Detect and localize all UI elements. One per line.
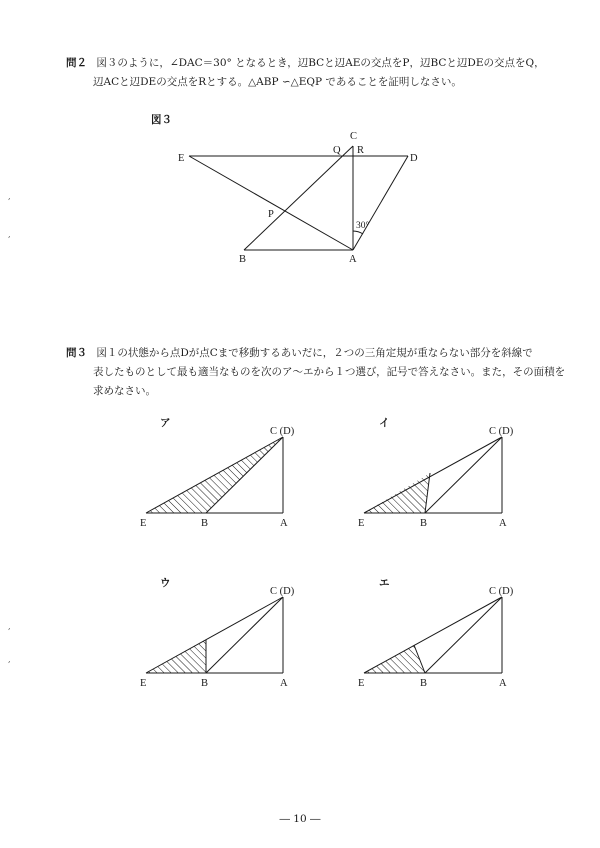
question-3-text-line1: 図１の状態から点Dが点Cまで移動するあいだに，２つの三角定規が重ならない部分を斜線で — [96, 347, 533, 359]
option-label: ア — [160, 417, 171, 429]
point-label-B: B — [201, 678, 209, 689]
point-label-C: C — [350, 131, 358, 142]
point-label-A: A — [280, 678, 288, 689]
option-i — [358, 417, 514, 529]
point-label-B: B — [239, 254, 247, 265]
question-3-text-line3: 求めなさい。 — [93, 385, 156, 397]
point-label-E: E — [178, 153, 185, 164]
point-label-B: B — [201, 518, 209, 529]
angle-label: 30° — [356, 221, 370, 231]
page-number: ― 10 ― — [279, 813, 321, 825]
point-label-A: A — [349, 254, 357, 265]
point-label-A: A — [499, 518, 507, 529]
option-label: ウ — [160, 577, 171, 589]
point-label-E: E — [358, 678, 365, 689]
option-a — [140, 417, 295, 529]
option-label: エ — [379, 577, 390, 589]
option-label: イ — [379, 417, 390, 429]
point-label-E: E — [358, 518, 365, 529]
point-label-E: E — [140, 678, 147, 689]
point-label-B: B — [420, 678, 428, 689]
question-3-label: 問３ — [66, 347, 87, 359]
margin-mark: , — [8, 622, 11, 631]
question-2-text-line1: 図３のように，∠DAC＝30° となるとき，辺BCと辺AEの交点をP，辺BCと辺DEの交点をQ， — [96, 57, 545, 69]
point-label-CD: C (D) — [489, 586, 514, 597]
point-label-B: B — [420, 518, 428, 529]
point-label-R: R — [357, 145, 365, 156]
point-label-D: D — [410, 153, 418, 164]
margin-mark: , — [8, 230, 11, 239]
question-2-text-line2: 辺ACと辺DEの交点をRとする。△ABP ∽△EQP であることを証明しなさい。 — [93, 76, 462, 88]
option-e — [358, 577, 514, 689]
margin-mark: , — [8, 655, 11, 664]
point-label-P: P — [268, 209, 274, 220]
figure-3-label: 図３ — [151, 114, 172, 126]
margin-mark: , — [8, 192, 11, 201]
point-label-A: A — [280, 518, 288, 529]
question-2-label: 問２ — [66, 57, 87, 69]
option-u — [140, 577, 295, 689]
point-label-CD: C (D) — [489, 426, 514, 437]
point-label-E: E — [140, 518, 147, 529]
point-label-CD: C (D) — [270, 586, 295, 597]
question-3-text-line2: 表したものとして最も適当なものを次のア～エから１つ選び，記号で答えなさい。また，その面積を — [93, 366, 566, 378]
point-label-A: A — [499, 678, 507, 689]
point-label-Q: Q — [333, 145, 341, 156]
point-label-CD: C (D) — [270, 426, 295, 437]
